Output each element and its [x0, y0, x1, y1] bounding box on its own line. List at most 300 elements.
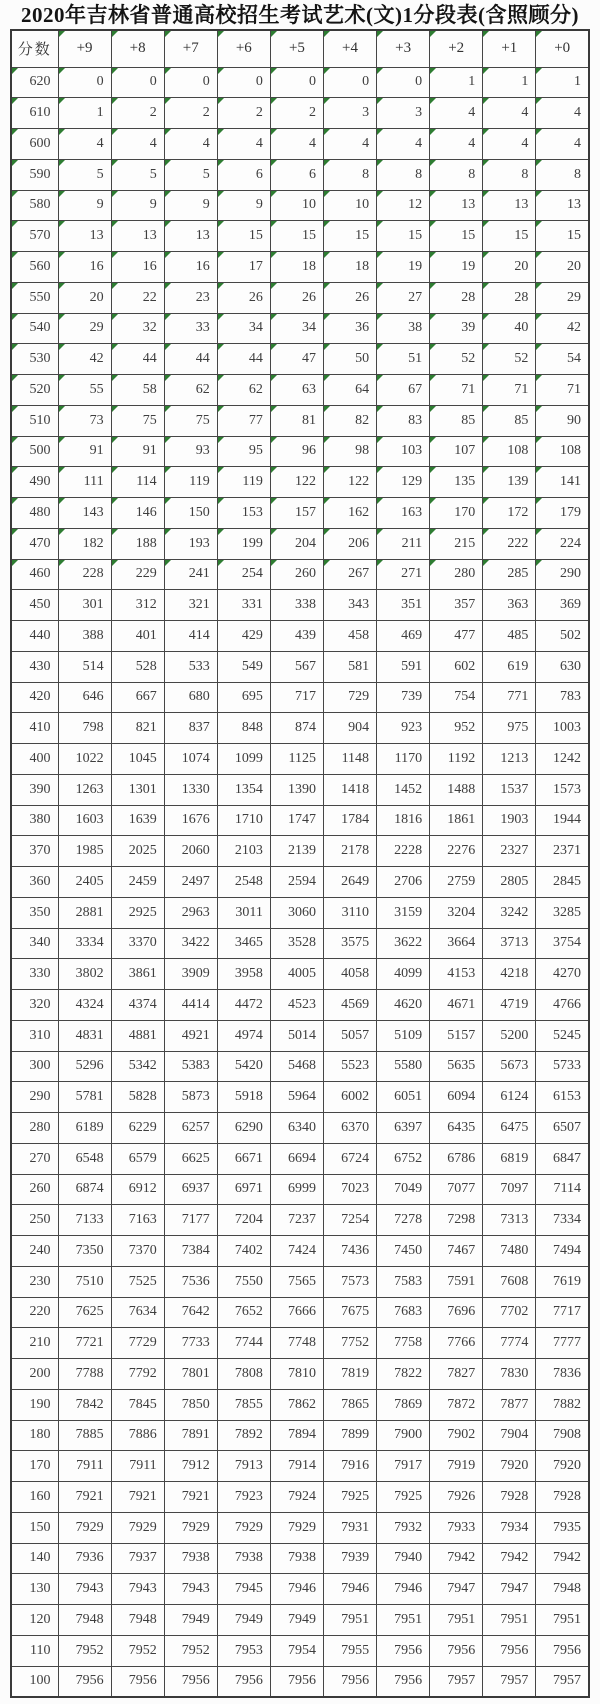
- count-cell: 7956: [111, 1666, 164, 1697]
- count-cell: 4: [164, 129, 217, 160]
- count-cell: 52: [430, 344, 483, 375]
- count-cell: 975: [483, 713, 536, 744]
- count-cell: 82: [323, 405, 376, 436]
- table-row-620: [11, 67, 589, 98]
- count-cell: 7450: [377, 1236, 430, 1267]
- count-cell: 1: [430, 67, 483, 98]
- count-cell: 837: [164, 713, 217, 744]
- count-cell: 6579: [111, 1143, 164, 1174]
- count-cell: 7951: [430, 1605, 483, 1636]
- count-cell: 15: [536, 221, 589, 252]
- count-cell: 7370: [111, 1236, 164, 1267]
- count-cell: 2845: [536, 867, 589, 898]
- count-cell: 1170: [377, 744, 430, 775]
- count-cell: 7810: [270, 1359, 323, 1390]
- table-row-540: [11, 313, 589, 344]
- count-cell: 1603: [58, 805, 111, 836]
- count-cell: 139: [483, 467, 536, 498]
- count-cell: 7721: [58, 1328, 111, 1359]
- count-cell: 182: [58, 528, 111, 559]
- count-cell: 36: [323, 313, 376, 344]
- count-cell: 150: [164, 498, 217, 529]
- count-cell: 904: [323, 713, 376, 744]
- count-cell: 290: [536, 559, 589, 590]
- count-cell: 4218: [483, 959, 536, 990]
- count-cell: 28: [430, 282, 483, 313]
- count-cell: 7877: [483, 1389, 536, 1420]
- table-row-180: [11, 1420, 589, 1451]
- score-cell: 400: [11, 744, 58, 775]
- count-cell: 51: [377, 344, 430, 375]
- count-cell: 1639: [111, 805, 164, 836]
- count-cell: 135: [430, 467, 483, 498]
- count-cell: 7924: [270, 1482, 323, 1513]
- table-row-240: [11, 1236, 589, 1267]
- count-cell: 4620: [377, 990, 430, 1021]
- count-cell: 6548: [58, 1143, 111, 1174]
- count-cell: 7925: [323, 1482, 376, 1513]
- count-cell: 7023: [323, 1174, 376, 1205]
- count-cell: 7842: [58, 1389, 111, 1420]
- count-cell: 13: [164, 221, 217, 252]
- table-row-560: [11, 252, 589, 283]
- count-cell: 6229: [111, 1113, 164, 1144]
- page-title: 2020年吉林省普通高校招生考试艺术(文)1分段表(含照顾分): [21, 3, 579, 27]
- count-cell: 7957: [483, 1666, 536, 1697]
- count-cell: 2649: [323, 867, 376, 898]
- count-cell: 4: [111, 129, 164, 160]
- count-cell: 7550: [217, 1266, 270, 1297]
- table-row-250: [11, 1205, 589, 1236]
- count-cell: 170: [430, 498, 483, 529]
- count-cell: 5109: [377, 1020, 430, 1051]
- count-cell: 4: [377, 129, 430, 160]
- count-cell: 458: [323, 621, 376, 652]
- score-cell: 300: [11, 1051, 58, 1082]
- count-cell: 3011: [217, 897, 270, 928]
- count-cell: 7919: [430, 1451, 483, 1482]
- table-row-610: [11, 98, 589, 129]
- count-cell: 7819: [323, 1359, 376, 1390]
- count-cell: 4374: [111, 990, 164, 1021]
- header-bonus-plus1: +1: [483, 30, 536, 67]
- count-cell: 2103: [217, 836, 270, 867]
- count-cell: 3334: [58, 928, 111, 959]
- count-cell: 1045: [111, 744, 164, 775]
- count-cell: 1488: [430, 774, 483, 805]
- count-cell: 7733: [164, 1328, 217, 1359]
- count-cell: 7758: [377, 1328, 430, 1359]
- count-cell: 47: [270, 344, 323, 375]
- count-cell: 241: [164, 559, 217, 590]
- count-cell: 7942: [483, 1543, 536, 1574]
- count-cell: 7942: [430, 1543, 483, 1574]
- count-cell: 0: [164, 67, 217, 98]
- count-cell: 73: [58, 405, 111, 436]
- count-cell: 85: [483, 405, 536, 436]
- count-cell: 199: [217, 528, 270, 559]
- count-cell: 1263: [58, 774, 111, 805]
- score-table: [10, 29, 590, 1698]
- table-row-290: [11, 1082, 589, 1113]
- count-cell: 5733: [536, 1051, 589, 1082]
- count-cell: 331: [217, 590, 270, 621]
- score-cell: 340: [11, 928, 58, 959]
- count-cell: 7384: [164, 1236, 217, 1267]
- score-cell: 420: [11, 682, 58, 713]
- table-row-380: [11, 805, 589, 836]
- count-cell: 4: [217, 129, 270, 160]
- count-cell: 15: [217, 221, 270, 252]
- count-cell: 7933: [430, 1512, 483, 1543]
- count-cell: 285: [483, 559, 536, 590]
- count-cell: 18: [323, 252, 376, 283]
- count-cell: 3909: [164, 959, 217, 990]
- count-cell: 7956: [323, 1666, 376, 1697]
- count-cell: 6: [270, 159, 323, 190]
- score-cell: 230: [11, 1266, 58, 1297]
- count-cell: 4324: [58, 990, 111, 1021]
- count-cell: 5468: [270, 1051, 323, 1082]
- count-cell: 7666: [270, 1297, 323, 1328]
- count-cell: 7237: [270, 1205, 323, 1236]
- count-cell: 351: [377, 590, 430, 621]
- count-cell: 848: [217, 713, 270, 744]
- count-cell: 157: [270, 498, 323, 529]
- score-cell: 440: [11, 621, 58, 652]
- count-cell: 4153: [430, 959, 483, 990]
- count-cell: 2594: [270, 867, 323, 898]
- count-cell: 179: [536, 498, 589, 529]
- count-cell: 1784: [323, 805, 376, 836]
- count-cell: 5781: [58, 1082, 111, 1113]
- count-cell: 7949: [270, 1605, 323, 1636]
- count-cell: 13: [483, 190, 536, 221]
- count-cell: 783: [536, 682, 589, 713]
- count-cell: 6153: [536, 1082, 589, 1113]
- count-cell: 7583: [377, 1266, 430, 1297]
- count-cell: 1452: [377, 774, 430, 805]
- score-cell: 450: [11, 590, 58, 621]
- count-cell: 34: [217, 313, 270, 344]
- count-cell: 667: [111, 682, 164, 713]
- count-cell: 16: [58, 252, 111, 283]
- count-cell: 7947: [483, 1574, 536, 1605]
- count-cell: 5580: [377, 1051, 430, 1082]
- count-cell: 321: [164, 590, 217, 621]
- count-cell: 5014: [270, 1020, 323, 1051]
- count-cell: 7675: [323, 1297, 376, 1328]
- table-row-160: [11, 1482, 589, 1513]
- count-cell: 7923: [217, 1482, 270, 1513]
- count-cell: 29: [58, 313, 111, 344]
- table-row-490: [11, 467, 589, 498]
- count-cell: 1022: [58, 744, 111, 775]
- count-cell: 5635: [430, 1051, 483, 1082]
- count-cell: 39: [430, 313, 483, 344]
- count-cell: 146: [111, 498, 164, 529]
- count-cell: 4: [270, 129, 323, 160]
- count-cell: 172: [483, 498, 536, 529]
- count-cell: 62: [164, 375, 217, 406]
- count-cell: 3802: [58, 959, 111, 990]
- table-row-450: [11, 590, 589, 621]
- count-cell: 3754: [536, 928, 589, 959]
- table-row-100: [11, 1666, 589, 1697]
- count-cell: 6124: [483, 1082, 536, 1113]
- table-row-220: [11, 1297, 589, 1328]
- score-cell: 160: [11, 1482, 58, 1513]
- count-cell: 7402: [217, 1236, 270, 1267]
- count-cell: 7830: [483, 1359, 536, 1390]
- score-cell: 330: [11, 959, 58, 990]
- header-score: 分数: [11, 30, 58, 67]
- count-cell: 9: [58, 190, 111, 221]
- count-cell: 7929: [58, 1512, 111, 1543]
- count-cell: 7777: [536, 1328, 589, 1359]
- count-cell: 7936: [58, 1543, 111, 1574]
- count-cell: 717: [270, 682, 323, 713]
- count-cell: 7946: [270, 1574, 323, 1605]
- count-cell: 7951: [323, 1605, 376, 1636]
- count-cell: 6999: [270, 1174, 323, 1205]
- count-cell: 7717: [536, 1297, 589, 1328]
- count-cell: 3285: [536, 897, 589, 928]
- count-cell: 821: [111, 713, 164, 744]
- count-cell: 2371: [536, 836, 589, 867]
- count-cell: 3575: [323, 928, 376, 959]
- count-cell: 2963: [164, 897, 217, 928]
- count-cell: 4: [483, 98, 536, 129]
- count-cell: 7808: [217, 1359, 270, 1390]
- count-cell: 6189: [58, 1113, 111, 1144]
- count-cell: 6625: [164, 1143, 217, 1174]
- table-row-390: [11, 774, 589, 805]
- count-cell: 1390: [270, 774, 323, 805]
- count-cell: 13: [58, 221, 111, 252]
- score-cell: 140: [11, 1543, 58, 1574]
- count-cell: 2327: [483, 836, 536, 867]
- table-row-410: [11, 713, 589, 744]
- score-cell: 130: [11, 1574, 58, 1605]
- count-cell: 739: [377, 682, 430, 713]
- count-cell: 28: [483, 282, 536, 313]
- count-cell: 7934: [483, 1512, 536, 1543]
- score-cell: 240: [11, 1236, 58, 1267]
- count-cell: 108: [483, 436, 536, 467]
- count-cell: 7954: [270, 1635, 323, 1666]
- count-cell: 7872: [430, 1389, 483, 1420]
- count-cell: 602: [430, 651, 483, 682]
- count-cell: 5245: [536, 1020, 589, 1051]
- count-cell: 7748: [270, 1328, 323, 1359]
- count-cell: 6340: [270, 1113, 323, 1144]
- count-cell: 7608: [483, 1266, 536, 1297]
- count-cell: 923: [377, 713, 430, 744]
- count-cell: 7921: [58, 1482, 111, 1513]
- count-cell: 7957: [430, 1666, 483, 1697]
- table-row-200: [11, 1359, 589, 1390]
- count-cell: 2925: [111, 897, 164, 928]
- count-cell: 7494: [536, 1236, 589, 1267]
- count-cell: 33: [164, 313, 217, 344]
- count-cell: 67: [377, 375, 430, 406]
- count-cell: 7902: [430, 1420, 483, 1451]
- score-cell: 360: [11, 867, 58, 898]
- count-cell: 5: [111, 159, 164, 190]
- count-cell: 7850: [164, 1389, 217, 1420]
- table-row-260: [11, 1174, 589, 1205]
- table-row-170: [11, 1451, 589, 1482]
- count-cell: 6507: [536, 1113, 589, 1144]
- count-cell: 1944: [536, 805, 589, 836]
- count-cell: 1861: [430, 805, 483, 836]
- count-cell: 7801: [164, 1359, 217, 1390]
- count-cell: 7956: [377, 1666, 430, 1697]
- count-cell: 5383: [164, 1051, 217, 1082]
- count-cell: 874: [270, 713, 323, 744]
- count-cell: 2: [164, 98, 217, 129]
- count-cell: 29: [536, 282, 589, 313]
- score-cell: 410: [11, 713, 58, 744]
- header-bonus-plus2: +2: [430, 30, 483, 67]
- count-cell: 271: [377, 559, 430, 590]
- count-cell: 6752: [377, 1143, 430, 1174]
- score-cell: 110: [11, 1635, 58, 1666]
- count-cell: 4: [430, 98, 483, 129]
- count-cell: 8: [483, 159, 536, 190]
- count-cell: 81: [270, 405, 323, 436]
- count-cell: 2: [217, 98, 270, 129]
- count-cell: 8: [323, 159, 376, 190]
- count-cell: 2881: [58, 897, 111, 928]
- count-cell: 4766: [536, 990, 589, 1021]
- count-cell: 2759: [430, 867, 483, 898]
- count-cell: 338: [270, 590, 323, 621]
- count-cell: 7947: [430, 1574, 483, 1605]
- score-cell: 150: [11, 1512, 58, 1543]
- score-cell: 540: [11, 313, 58, 344]
- table-row-520: [11, 375, 589, 406]
- count-cell: 143: [58, 498, 111, 529]
- count-cell: 7845: [111, 1389, 164, 1420]
- count-cell: 7921: [111, 1482, 164, 1513]
- count-cell: 502: [536, 621, 589, 652]
- score-cell: 260: [11, 1174, 58, 1205]
- count-cell: 401: [111, 621, 164, 652]
- count-cell: 122: [270, 467, 323, 498]
- count-cell: 7921: [164, 1482, 217, 1513]
- count-cell: 260: [270, 559, 323, 590]
- count-cell: 7436: [323, 1236, 376, 1267]
- count-cell: 0: [270, 67, 323, 98]
- count-cell: 52: [483, 344, 536, 375]
- count-cell: 95: [217, 436, 270, 467]
- count-cell: 77: [217, 405, 270, 436]
- count-cell: 40: [483, 313, 536, 344]
- count-cell: 6475: [483, 1113, 536, 1144]
- count-cell: 15: [483, 221, 536, 252]
- count-cell: 5057: [323, 1020, 376, 1051]
- count-cell: 188: [111, 528, 164, 559]
- count-cell: 485: [483, 621, 536, 652]
- score-cell: 480: [11, 498, 58, 529]
- count-cell: 32: [111, 313, 164, 344]
- header-row: [11, 30, 589, 67]
- count-cell: 42: [536, 313, 589, 344]
- count-cell: 7827: [430, 1359, 483, 1390]
- count-cell: 4: [430, 129, 483, 160]
- count-cell: 4: [483, 129, 536, 160]
- count-cell: 7952: [58, 1635, 111, 1666]
- count-cell: 533: [164, 651, 217, 682]
- count-cell: 6937: [164, 1174, 217, 1205]
- count-cell: 2178: [323, 836, 376, 867]
- table-row-580: [11, 190, 589, 221]
- count-cell: 549: [217, 651, 270, 682]
- count-cell: 7744: [217, 1328, 270, 1359]
- count-cell: 7702: [483, 1297, 536, 1328]
- count-cell: 7911: [111, 1451, 164, 1482]
- count-cell: 54: [536, 344, 589, 375]
- count-cell: 7278: [377, 1205, 430, 1236]
- count-cell: 153: [217, 498, 270, 529]
- count-cell: 7948: [58, 1605, 111, 1636]
- count-cell: 680: [164, 682, 217, 713]
- count-cell: 7937: [111, 1543, 164, 1574]
- score-cell: 460: [11, 559, 58, 590]
- table-row-190: [11, 1389, 589, 1420]
- count-cell: 3370: [111, 928, 164, 959]
- count-cell: 7892: [217, 1420, 270, 1451]
- count-cell: 3528: [270, 928, 323, 959]
- count-cell: 7920: [483, 1451, 536, 1482]
- count-cell: 7945: [217, 1574, 270, 1605]
- count-cell: 1074: [164, 744, 217, 775]
- count-cell: 16: [164, 252, 217, 283]
- score-cell: 190: [11, 1389, 58, 1420]
- count-cell: 1816: [377, 805, 430, 836]
- count-cell: 7899: [323, 1420, 376, 1451]
- count-cell: 8: [377, 159, 430, 190]
- count-cell: 363: [483, 590, 536, 621]
- count-cell: 414: [164, 621, 217, 652]
- score-cell: 170: [11, 1451, 58, 1482]
- count-cell: 7049: [377, 1174, 430, 1205]
- count-cell: 10: [270, 190, 323, 221]
- count-cell: 439: [270, 621, 323, 652]
- count-cell: 5523: [323, 1051, 376, 1082]
- count-cell: 64: [323, 375, 376, 406]
- score-cell: 580: [11, 190, 58, 221]
- count-cell: 4: [58, 129, 111, 160]
- count-cell: 2228: [377, 836, 430, 867]
- count-cell: 9: [111, 190, 164, 221]
- count-cell: 93: [164, 436, 217, 467]
- count-cell: 7938: [164, 1543, 217, 1574]
- score-cell: 430: [11, 651, 58, 682]
- count-cell: 7949: [217, 1605, 270, 1636]
- count-cell: 2706: [377, 867, 430, 898]
- count-cell: 7855: [217, 1389, 270, 1420]
- count-cell: 429: [217, 621, 270, 652]
- count-cell: 5964: [270, 1082, 323, 1113]
- count-cell: 7822: [377, 1359, 430, 1390]
- count-cell: 26: [323, 282, 376, 313]
- count-cell: 4: [323, 129, 376, 160]
- score-cell: 560: [11, 252, 58, 283]
- count-cell: 7951: [377, 1605, 430, 1636]
